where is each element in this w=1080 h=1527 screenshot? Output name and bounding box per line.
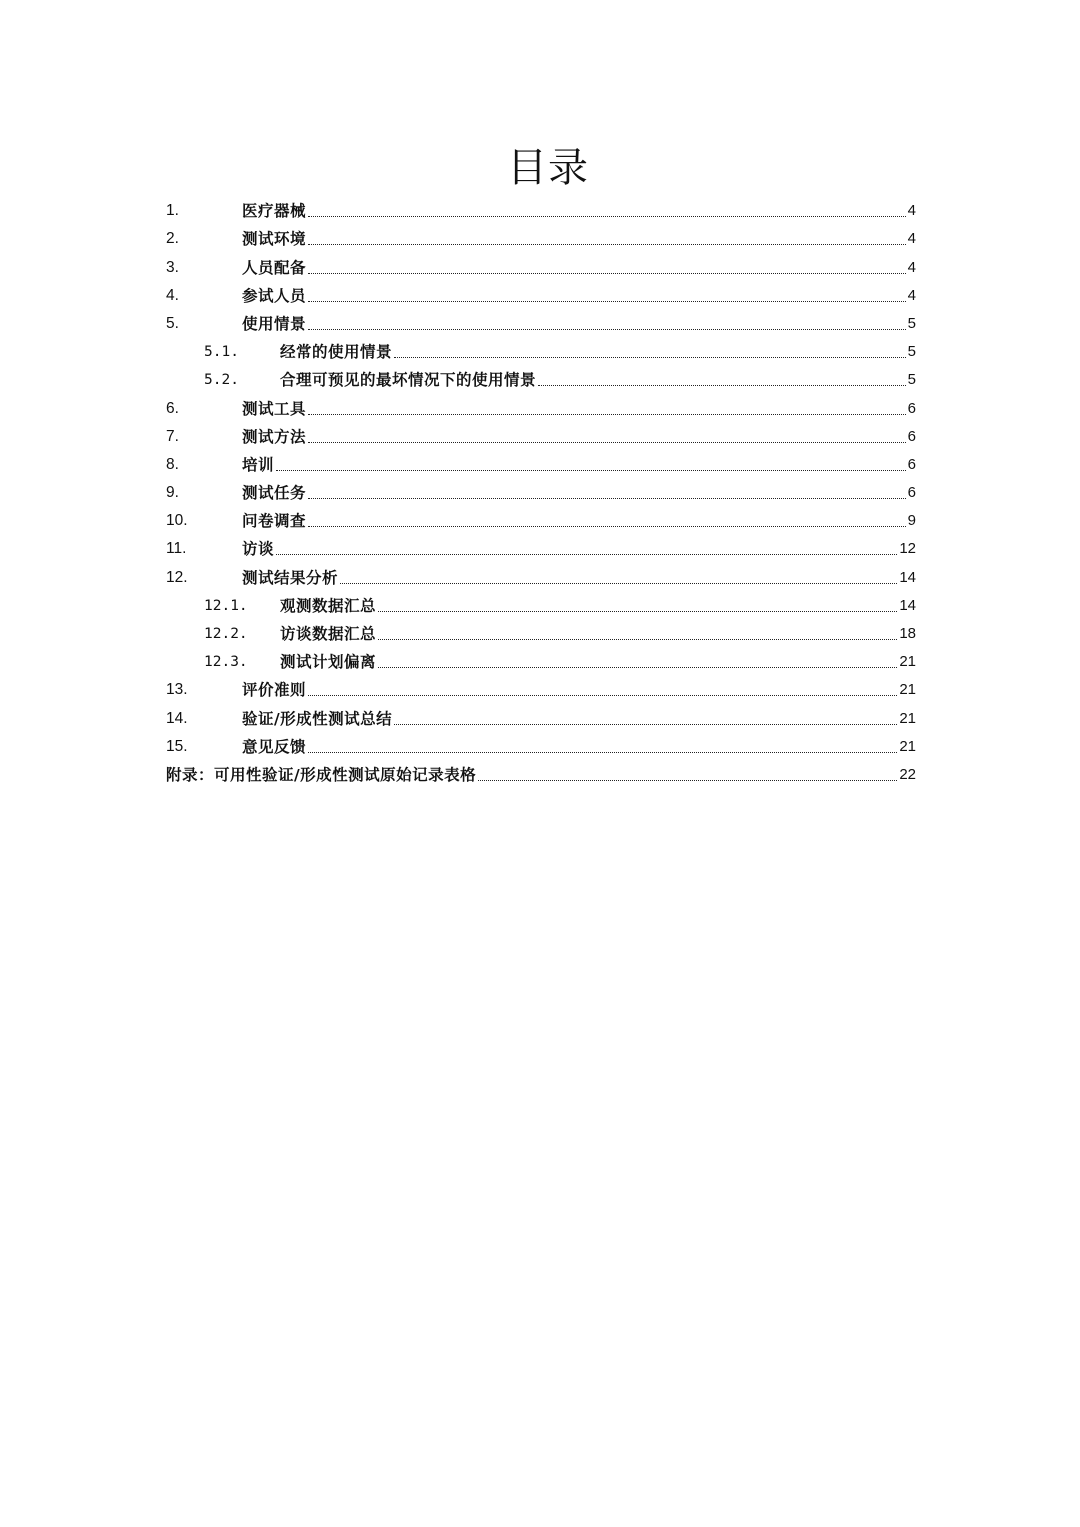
toc-entry-number: 11.	[166, 540, 187, 558]
toc-entry-number: 5.2.	[204, 372, 239, 389]
toc-entry-number: 5.	[166, 314, 179, 332]
toc-entry[interactable]	[166, 616, 916, 644]
toc-entry-title: 测试任务	[242, 484, 307, 503]
toc-dot-leader	[538, 385, 906, 386]
toc-entry-title: 验证/形成性测试总结	[242, 709, 393, 728]
toc-entry[interactable]	[166, 334, 916, 362]
toc-dot-leader	[394, 724, 897, 725]
toc-dot-leader	[478, 780, 897, 781]
toc-entry[interactable]	[166, 700, 916, 728]
toc-entry[interactable]	[166, 306, 916, 334]
toc-entry[interactable]	[166, 278, 916, 306]
toc-entry-number: 1.	[166, 202, 179, 220]
toc-entry[interactable]	[166, 757, 916, 785]
toc-entry-page-number: 4	[907, 286, 916, 304]
toc-entry-page-number: 21	[899, 653, 916, 671]
toc-dot-leader	[378, 611, 897, 612]
toc-dot-leader	[308, 752, 897, 753]
toc-entry-title: 经常的使用情景	[280, 343, 393, 362]
toc-entry-number: 13.	[166, 681, 188, 699]
toc-entry-title: 测试工具	[242, 399, 307, 418]
toc-entry[interactable]	[166, 503, 916, 531]
toc-dot-leader	[308, 414, 906, 415]
toc-entry-page-number: 4	[907, 258, 916, 276]
toc-entry-title: 测试计划偏离	[280, 653, 377, 672]
toc-entry-number: 12.1.	[204, 597, 248, 614]
toc-entry-title: 测试结果分析	[242, 568, 339, 587]
toc-entry[interactable]	[166, 390, 916, 418]
toc-entry[interactable]	[166, 362, 916, 390]
toc-entry-page-number: 6	[907, 427, 916, 445]
toc-entry-title: 医疗器械	[242, 202, 307, 221]
toc-dot-leader	[308, 442, 906, 443]
toc-entry-number: 7.	[166, 427, 179, 445]
toc-entry-page-number: 21	[899, 709, 916, 727]
toc-entry[interactable]	[166, 221, 916, 249]
toc-entry-page-number: 6	[907, 399, 916, 417]
toc-dot-leader	[276, 470, 906, 471]
toc-entry-number: 4.	[166, 286, 179, 304]
toc-entry-number: 12.	[166, 568, 188, 586]
toc-entry-page-number: 4	[907, 230, 916, 248]
toc-entry-title: 访谈	[242, 540, 275, 559]
toc-entry-number: 12.2.	[204, 626, 248, 642]
toc-entry[interactable]	[166, 559, 916, 587]
toc-entry-title: 访谈数据汇总	[280, 625, 377, 643]
toc-dot-leader	[308, 498, 906, 499]
toc-entry[interactable]	[166, 531, 916, 559]
toc-entry-title: 培训	[242, 455, 275, 474]
toc-dot-leader	[308, 695, 897, 696]
toc-entry-number: 3.	[166, 258, 179, 276]
toc-entry-title: 人员配备	[242, 258, 307, 277]
toc-entry-number: 15.	[166, 737, 188, 755]
toc-entry-page-number: 6	[907, 484, 916, 502]
toc-entry-page-number: 14	[899, 596, 916, 614]
toc-entry[interactable]	[166, 193, 916, 221]
toc-title: 目录	[507, 145, 589, 191]
toc-entry-page-number: 5	[907, 343, 916, 361]
toc-entry-number: 8.	[166, 455, 179, 473]
toc-list	[166, 193, 916, 785]
toc-entry[interactable]	[166, 672, 916, 700]
toc-entry-title: 评价准则	[242, 681, 307, 700]
toc-entry-page-number: 22	[899, 765, 916, 783]
toc-entry-title: 参试人员	[242, 286, 307, 305]
toc-entry-title: 合理可预见的最坏情况下的使用情景	[280, 371, 537, 390]
toc-entry-title: 意见反馈	[242, 737, 307, 756]
toc-entry-number: 2.	[166, 230, 179, 248]
toc-entry[interactable]	[166, 249, 916, 277]
toc-entry-page-number: 18	[899, 625, 916, 642]
toc-entry[interactable]	[166, 475, 916, 503]
toc-dot-leader	[308, 244, 906, 245]
toc-dot-leader	[308, 526, 906, 527]
toc-dot-leader	[308, 301, 906, 302]
toc-entry-number: 5.1.	[204, 344, 239, 361]
toc-entry-page-number: 6	[907, 455, 916, 473]
toc-dot-leader	[308, 216, 906, 217]
toc-entry-number: 10.	[166, 512, 188, 530]
toc-entry-title: 使用情景	[242, 314, 307, 333]
toc-entry-number: 9.	[166, 484, 179, 502]
toc-entry-page-number: 21	[899, 737, 916, 755]
toc-entry-number: 12.3.	[204, 654, 248, 671]
toc-entry-title: 问卷调查	[242, 512, 307, 531]
toc-entry-page-number: 9	[907, 512, 916, 530]
toc-entry-page-number: 5	[907, 314, 916, 332]
toc-entry-page-number: 5	[907, 371, 916, 389]
toc-dot-leader	[276, 554, 897, 555]
toc-entry[interactable]	[166, 644, 916, 672]
toc-dot-leader	[378, 667, 897, 668]
toc-entry-number: 14.	[166, 709, 188, 727]
toc-entry-page-number: 4	[907, 202, 916, 220]
toc-dot-leader	[308, 329, 906, 330]
toc-entry-title: 测试环境	[242, 230, 307, 249]
toc-entry-number: 6.	[166, 399, 179, 417]
toc-entry[interactable]	[166, 419, 916, 447]
toc-entry[interactable]	[166, 447, 916, 475]
toc-entry[interactable]	[166, 588, 916, 616]
toc-entry-title: 附录：可用性验证/形成性测试原始记录表格	[166, 765, 477, 784]
toc-dot-leader	[340, 583, 897, 584]
toc-entry[interactable]	[166, 729, 916, 757]
toc-entry-page-number: 12	[899, 540, 916, 558]
toc-entry-page-number: 14	[899, 568, 916, 586]
toc-entry-title: 观测数据汇总	[280, 596, 377, 615]
toc-dot-leader	[308, 273, 906, 274]
toc-entry-page-number: 21	[899, 681, 916, 699]
toc-dot-leader	[378, 639, 897, 640]
toc-dot-leader	[394, 357, 906, 358]
toc-entry-title: 测试方法	[242, 427, 307, 446]
